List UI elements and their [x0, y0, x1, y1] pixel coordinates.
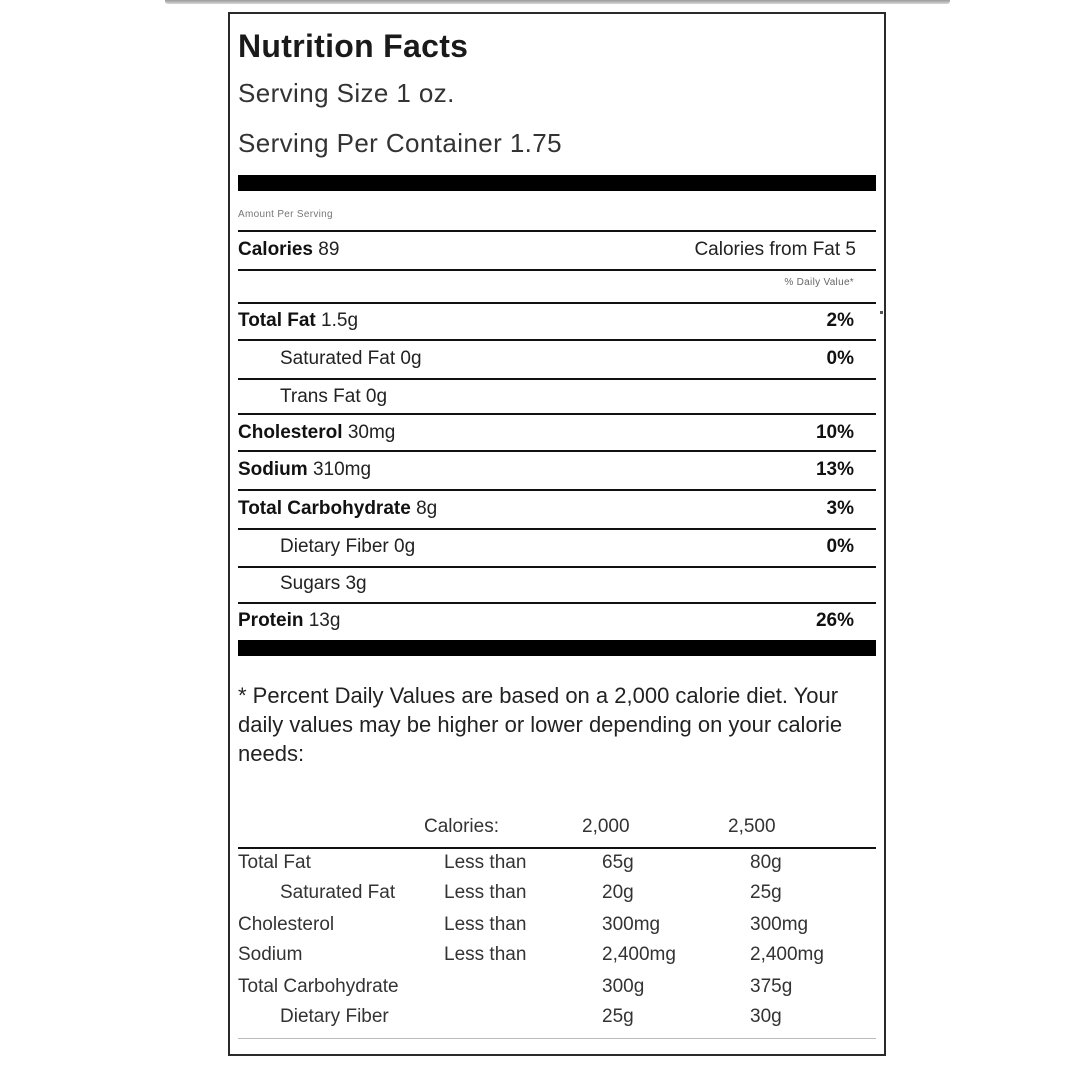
- nutrient-amount: 310mg: [312, 459, 372, 480]
- divider: [238, 339, 876, 341]
- nutrient-amount: 1.5g: [321, 310, 359, 331]
- reference-name: Saturated Fat: [280, 882, 396, 903]
- reference-value-2500: 375g: [750, 976, 793, 997]
- reference-value-2500: 2,400mg: [750, 944, 824, 965]
- bottom-divider: [238, 1038, 876, 1039]
- daily-value-header: % Daily Value*: [784, 277, 854, 288]
- nutrient-label: [238, 422, 395, 444]
- nutrient-name: Saturated Fat: [280, 348, 396, 369]
- nutrient-percent: 13%: [815, 459, 854, 480]
- reference-name: Sodium: [238, 944, 303, 965]
- nutrient-row: [238, 604, 876, 638]
- reference-limit: Less than: [444, 882, 527, 903]
- calories-label: [238, 239, 339, 261]
- nutrient-percent: 3%: [826, 498, 854, 519]
- nutrient-percent: 10%: [815, 422, 854, 443]
- reference-value-2000: 20g: [602, 882, 634, 903]
- divider: [238, 230, 876, 232]
- reference-limit: Less than: [444, 914, 527, 935]
- nutrient-percent: 0%: [826, 536, 854, 557]
- reference-value-2000: 2,400mg: [602, 944, 676, 965]
- reference-value-2500: 25g: [750, 882, 782, 903]
- reference-calories-label: Calories:: [424, 816, 499, 837]
- nutrient-row: [238, 530, 876, 564]
- reference-header: [238, 816, 876, 846]
- reference-row: [238, 944, 876, 974]
- nutrient-name: Cholesterol: [238, 422, 343, 443]
- reference-row: [238, 882, 876, 912]
- nutrient-row: [238, 453, 876, 487]
- calories-name: Calories: [238, 239, 313, 260]
- nutrient-row: [238, 416, 876, 450]
- reference-value-2000: 25g: [602, 1006, 634, 1027]
- top-edge-shadow: [165, 0, 950, 4]
- nutrient-name: Sugars: [280, 573, 341, 594]
- thick-divider: [238, 640, 876, 656]
- nutrient-name: Sodium: [238, 459, 308, 480]
- daily-values-footnote: * Percent Daily Values are based on a 2,000 calorie diet. Your daily values may be higher or lower depending on your calorie needs:: [238, 683, 843, 766]
- nutrient-label: [238, 459, 371, 481]
- reference-value-2500: 300mg: [750, 914, 809, 935]
- nutrient-label: [238, 310, 358, 332]
- servings-per-container: Serving Per Container 1.75: [238, 128, 563, 158]
- nutrient-label: [238, 386, 387, 408]
- nutrient-amount: 0g: [394, 536, 416, 557]
- reference-name: Cholesterol: [238, 914, 335, 935]
- nutrient-name: Protein: [238, 610, 304, 631]
- reference-column-2500: 2,500: [728, 816, 776, 837]
- nutrient-percent: 0%: [826, 348, 854, 369]
- calories-row: [238, 233, 876, 267]
- amount-per-serving: Amount Per Serving: [238, 209, 333, 220]
- nutrient-amount: 13g: [308, 610, 341, 631]
- divider: [238, 450, 876, 452]
- nutrient-name: Total Carbohydrate: [238, 498, 411, 519]
- reference-value-2000: 300mg: [602, 914, 661, 935]
- reference-row: [238, 976, 876, 1006]
- reference-name: Total Fat: [238, 852, 311, 873]
- nutrient-label: [238, 498, 437, 520]
- nutrient-row: [238, 304, 876, 338]
- nutrient-amount: 8g: [416, 498, 438, 519]
- reference-row: [238, 852, 876, 882]
- nutrient-name: Total Fat: [238, 310, 316, 331]
- reference-limit: Less than: [444, 944, 527, 965]
- nutrient-row: [238, 380, 876, 414]
- reference-row: [238, 914, 876, 944]
- calories-value: 89: [318, 239, 340, 260]
- nutrient-label: [238, 573, 367, 595]
- divider: [238, 269, 876, 271]
- nutrient-amount: 0g: [400, 348, 422, 369]
- nutrient-label: [238, 348, 422, 370]
- nutrient-row: [238, 567, 876, 601]
- nutrient-percent: 26%: [815, 610, 854, 631]
- reference-limit: Less than: [444, 852, 527, 873]
- label-title: Nutrition Facts: [238, 28, 469, 64]
- nutrient-label: [238, 536, 415, 558]
- reference-value-2000: 65g: [602, 852, 634, 873]
- nutrition-facts-panel: [228, 12, 886, 1056]
- reference-column-2000: 2,000: [582, 816, 630, 837]
- reference-value-2500: 30g: [750, 1006, 782, 1027]
- nutrient-name: Trans Fat: [280, 386, 361, 407]
- reference-value-2000: 300g: [602, 976, 645, 997]
- nutrient-row: [238, 342, 876, 376]
- reference-name: Total Carbohydrate: [238, 976, 399, 997]
- divider: [238, 413, 876, 415]
- reference-name: Dietary Fiber: [280, 1006, 389, 1027]
- nutrient-row: [238, 492, 876, 526]
- divider: [238, 847, 876, 849]
- nutrient-percent: 2%: [826, 310, 854, 331]
- nutrient-label: [238, 610, 340, 632]
- nutrient-amount: 0g: [365, 386, 388, 407]
- calories-from-fat: Calories from Fat 5: [694, 239, 856, 260]
- reference-row: [238, 1006, 876, 1036]
- divider: [238, 489, 876, 491]
- nutrient-amount: 3g: [345, 573, 367, 594]
- stray-mark: [880, 311, 883, 314]
- serving-size: Serving Size 1 oz.: [238, 78, 455, 108]
- nutrient-amount: 30mg: [347, 422, 396, 443]
- nutrient-name: Dietary Fiber: [280, 536, 389, 557]
- reference-value-2500: 80g: [750, 852, 782, 873]
- thick-divider: [238, 175, 876, 191]
